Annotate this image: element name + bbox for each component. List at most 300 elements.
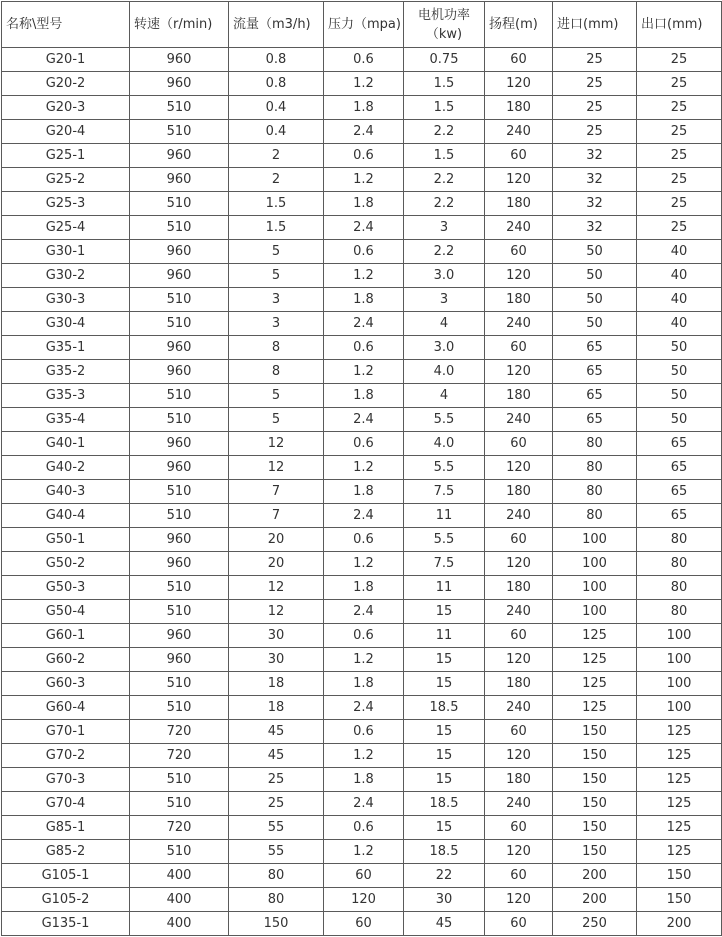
cell-motor-power: 15 bbox=[404, 672, 485, 696]
cell-head: 120 bbox=[485, 888, 553, 912]
cell-speed: 960 bbox=[130, 648, 229, 672]
cell-pressure: 1.2 bbox=[324, 168, 404, 192]
cell-flow: 2 bbox=[229, 144, 324, 168]
cell-outlet: 50 bbox=[637, 384, 722, 408]
cell-outlet: 125 bbox=[637, 840, 722, 864]
table-row bbox=[2, 768, 722, 792]
cell-outlet: 25 bbox=[637, 96, 722, 120]
cell-flow: 80 bbox=[229, 864, 324, 888]
table-row bbox=[2, 432, 722, 456]
cell-motor-power: 1.5 bbox=[404, 144, 485, 168]
cell-outlet: 80 bbox=[637, 528, 722, 552]
cell-head: 180 bbox=[485, 480, 553, 504]
cell-motor-power: 15 bbox=[404, 816, 485, 840]
cell-model: G30-4 bbox=[2, 312, 130, 336]
cell-motor-power: 2.2 bbox=[404, 120, 485, 144]
cell-speed: 960 bbox=[130, 528, 229, 552]
cell-motor-power: 3 bbox=[404, 216, 485, 240]
cell-outlet: 25 bbox=[637, 72, 722, 96]
cell-flow: 25 bbox=[229, 768, 324, 792]
cell-speed: 960 bbox=[130, 72, 229, 96]
cell-speed: 960 bbox=[130, 264, 229, 288]
cell-pressure: 1.8 bbox=[324, 192, 404, 216]
cell-speed: 720 bbox=[130, 816, 229, 840]
cell-outlet: 125 bbox=[637, 816, 722, 840]
cell-outlet: 50 bbox=[637, 336, 722, 360]
cell-inlet: 150 bbox=[553, 768, 637, 792]
cell-pressure: 1.2 bbox=[324, 840, 404, 864]
cell-model: G25-4 bbox=[2, 216, 130, 240]
cell-motor-power: 15 bbox=[404, 600, 485, 624]
table-row bbox=[2, 720, 722, 744]
cell-motor-power: 4 bbox=[404, 312, 485, 336]
cell-inlet: 80 bbox=[553, 456, 637, 480]
cell-pressure: 1.8 bbox=[324, 480, 404, 504]
cell-inlet: 125 bbox=[553, 696, 637, 720]
cell-flow: 25 bbox=[229, 792, 324, 816]
cell-inlet: 250 bbox=[553, 912, 637, 936]
cell-flow: 12 bbox=[229, 456, 324, 480]
cell-pressure: 60 bbox=[324, 864, 404, 888]
cell-model: G40-4 bbox=[2, 504, 130, 528]
cell-outlet: 100 bbox=[637, 624, 722, 648]
table-row bbox=[2, 408, 722, 432]
cell-motor-power: 4 bbox=[404, 384, 485, 408]
cell-model: G50-1 bbox=[2, 528, 130, 552]
cell-motor-power: 22 bbox=[404, 864, 485, 888]
cell-speed: 510 bbox=[130, 672, 229, 696]
cell-model: G20-3 bbox=[2, 96, 130, 120]
cell-inlet: 25 bbox=[553, 48, 637, 72]
cell-motor-power: 15 bbox=[404, 744, 485, 768]
cell-head: 240 bbox=[485, 504, 553, 528]
cell-motor-power: 11 bbox=[404, 576, 485, 600]
header-inlet: 进口(mm) bbox=[553, 2, 637, 48]
cell-pressure: 1.2 bbox=[324, 744, 404, 768]
table-row bbox=[2, 312, 722, 336]
cell-head: 120 bbox=[485, 840, 553, 864]
cell-inlet: 125 bbox=[553, 648, 637, 672]
cell-pressure: 1.2 bbox=[324, 72, 404, 96]
cell-inlet: 32 bbox=[553, 144, 637, 168]
cell-model: G20-4 bbox=[2, 120, 130, 144]
header-flow: 流量（m3/h) bbox=[229, 2, 324, 48]
cell-outlet: 125 bbox=[637, 792, 722, 816]
cell-pressure: 2.4 bbox=[324, 792, 404, 816]
cell-outlet: 150 bbox=[637, 888, 722, 912]
cell-head: 60 bbox=[485, 240, 553, 264]
cell-flow: 5 bbox=[229, 264, 324, 288]
cell-speed: 960 bbox=[130, 48, 229, 72]
cell-flow: 3 bbox=[229, 288, 324, 312]
cell-head: 180 bbox=[485, 576, 553, 600]
cell-speed: 510 bbox=[130, 792, 229, 816]
cell-motor-power: 0.75 bbox=[404, 48, 485, 72]
cell-pressure: 2.4 bbox=[324, 696, 404, 720]
cell-head: 60 bbox=[485, 864, 553, 888]
cell-pressure: 2.4 bbox=[324, 504, 404, 528]
cell-model: G135-1 bbox=[2, 912, 130, 936]
cell-outlet: 25 bbox=[637, 168, 722, 192]
cell-pressure: 1.8 bbox=[324, 576, 404, 600]
cell-speed: 960 bbox=[130, 624, 229, 648]
cell-model: G35-2 bbox=[2, 360, 130, 384]
cell-inlet: 80 bbox=[553, 504, 637, 528]
cell-flow: 55 bbox=[229, 816, 324, 840]
cell-model: G40-2 bbox=[2, 456, 130, 480]
cell-outlet: 25 bbox=[637, 192, 722, 216]
cell-model: G60-1 bbox=[2, 624, 130, 648]
cell-inlet: 25 bbox=[553, 120, 637, 144]
cell-head: 240 bbox=[485, 312, 553, 336]
cell-flow: 12 bbox=[229, 576, 324, 600]
table-row bbox=[2, 864, 722, 888]
cell-flow: 18 bbox=[229, 672, 324, 696]
cell-inlet: 200 bbox=[553, 864, 637, 888]
cell-pressure: 2.4 bbox=[324, 312, 404, 336]
header-model: 名称\型号 bbox=[2, 2, 130, 48]
cell-outlet: 40 bbox=[637, 312, 722, 336]
cell-model: G70-1 bbox=[2, 720, 130, 744]
cell-pressure: 1.8 bbox=[324, 768, 404, 792]
cell-speed: 960 bbox=[130, 336, 229, 360]
cell-head: 60 bbox=[485, 912, 553, 936]
cell-head: 120 bbox=[485, 360, 553, 384]
cell-model: G85-2 bbox=[2, 840, 130, 864]
table-row bbox=[2, 480, 722, 504]
table-row bbox=[2, 288, 722, 312]
cell-model: G30-1 bbox=[2, 240, 130, 264]
cell-head: 60 bbox=[485, 48, 553, 72]
cell-motor-power: 5.5 bbox=[404, 456, 485, 480]
cell-flow: 0.8 bbox=[229, 48, 324, 72]
cell-flow: 12 bbox=[229, 432, 324, 456]
cell-motor-power: 18.5 bbox=[404, 696, 485, 720]
table-row bbox=[2, 672, 722, 696]
cell-motor-power: 30 bbox=[404, 888, 485, 912]
cell-speed: 510 bbox=[130, 600, 229, 624]
cell-motor-power: 2.2 bbox=[404, 240, 485, 264]
cell-outlet: 25 bbox=[637, 216, 722, 240]
cell-model: G50-2 bbox=[2, 552, 130, 576]
table-row bbox=[2, 816, 722, 840]
header-outlet: 出口(mm) bbox=[637, 2, 722, 48]
cell-inlet: 25 bbox=[553, 72, 637, 96]
cell-pressure: 0.6 bbox=[324, 432, 404, 456]
cell-speed: 960 bbox=[130, 240, 229, 264]
cell-pressure: 1.8 bbox=[324, 384, 404, 408]
cell-flow: 80 bbox=[229, 888, 324, 912]
table-row bbox=[2, 552, 722, 576]
table-row bbox=[2, 192, 722, 216]
cell-inlet: 100 bbox=[553, 600, 637, 624]
cell-inlet: 50 bbox=[553, 312, 637, 336]
table-body bbox=[2, 48, 722, 936]
cell-flow: 5 bbox=[229, 384, 324, 408]
table-row bbox=[2, 624, 722, 648]
cell-motor-power: 3.0 bbox=[404, 264, 485, 288]
cell-head: 180 bbox=[485, 384, 553, 408]
table-row bbox=[2, 504, 722, 528]
cell-flow: 30 bbox=[229, 648, 324, 672]
cell-pressure: 2.4 bbox=[324, 120, 404, 144]
cell-outlet: 125 bbox=[637, 720, 722, 744]
cell-head: 120 bbox=[485, 648, 553, 672]
cell-inlet: 50 bbox=[553, 264, 637, 288]
header-speed: 转速（r/min) bbox=[130, 2, 229, 48]
cell-pressure: 1.8 bbox=[324, 96, 404, 120]
cell-inlet: 32 bbox=[553, 168, 637, 192]
cell-model: G20-1 bbox=[2, 48, 130, 72]
cell-flow: 1.5 bbox=[229, 216, 324, 240]
cell-outlet: 65 bbox=[637, 504, 722, 528]
table-row bbox=[2, 456, 722, 480]
header-pressure: 压力（mpa) bbox=[324, 2, 404, 48]
cell-speed: 720 bbox=[130, 744, 229, 768]
cell-head: 240 bbox=[485, 120, 553, 144]
cell-model: G25-1 bbox=[2, 144, 130, 168]
cell-outlet: 80 bbox=[637, 576, 722, 600]
cell-model: G40-3 bbox=[2, 480, 130, 504]
header-motor-power: 电机功率（kw) bbox=[404, 2, 485, 48]
cell-pressure: 0.6 bbox=[324, 240, 404, 264]
cell-outlet: 40 bbox=[637, 240, 722, 264]
cell-outlet: 100 bbox=[637, 672, 722, 696]
cell-head: 60 bbox=[485, 432, 553, 456]
table-row bbox=[2, 648, 722, 672]
cell-model: G70-4 bbox=[2, 792, 130, 816]
cell-pressure: 1.2 bbox=[324, 456, 404, 480]
cell-motor-power: 18.5 bbox=[404, 840, 485, 864]
cell-model: G25-2 bbox=[2, 168, 130, 192]
cell-outlet: 80 bbox=[637, 552, 722, 576]
cell-inlet: 150 bbox=[553, 720, 637, 744]
cell-motor-power: 15 bbox=[404, 720, 485, 744]
cell-speed: 510 bbox=[130, 312, 229, 336]
cell-motor-power: 7.5 bbox=[404, 552, 485, 576]
cell-inlet: 50 bbox=[553, 288, 637, 312]
cell-speed: 510 bbox=[130, 120, 229, 144]
cell-speed: 960 bbox=[130, 360, 229, 384]
cell-inlet: 80 bbox=[553, 432, 637, 456]
cell-flow: 0.4 bbox=[229, 96, 324, 120]
cell-motor-power: 5.5 bbox=[404, 408, 485, 432]
cell-pressure: 2.4 bbox=[324, 408, 404, 432]
cell-flow: 30 bbox=[229, 624, 324, 648]
cell-speed: 960 bbox=[130, 552, 229, 576]
table-row bbox=[2, 72, 722, 96]
cell-outlet: 65 bbox=[637, 432, 722, 456]
cell-head: 60 bbox=[485, 720, 553, 744]
cell-head: 60 bbox=[485, 624, 553, 648]
cell-flow: 55 bbox=[229, 840, 324, 864]
cell-speed: 960 bbox=[130, 144, 229, 168]
table-row bbox=[2, 888, 722, 912]
cell-head: 180 bbox=[485, 192, 553, 216]
cell-motor-power: 5.5 bbox=[404, 528, 485, 552]
cell-pressure: 1.2 bbox=[324, 552, 404, 576]
cell-inlet: 32 bbox=[553, 192, 637, 216]
cell-model: G25-3 bbox=[2, 192, 130, 216]
cell-motor-power: 15 bbox=[404, 648, 485, 672]
cell-outlet: 25 bbox=[637, 144, 722, 168]
cell-speed: 510 bbox=[130, 288, 229, 312]
table-row bbox=[2, 384, 722, 408]
cell-head: 120 bbox=[485, 72, 553, 96]
cell-outlet: 25 bbox=[637, 48, 722, 72]
cell-model: G60-4 bbox=[2, 696, 130, 720]
cell-motor-power: 1.5 bbox=[404, 96, 485, 120]
cell-speed: 510 bbox=[130, 96, 229, 120]
cell-outlet: 40 bbox=[637, 264, 722, 288]
cell-inlet: 65 bbox=[553, 360, 637, 384]
cell-speed: 510 bbox=[130, 768, 229, 792]
table-row bbox=[2, 744, 722, 768]
cell-inlet: 150 bbox=[553, 792, 637, 816]
cell-motor-power: 11 bbox=[404, 624, 485, 648]
cell-pressure: 60 bbox=[324, 912, 404, 936]
cell-head: 180 bbox=[485, 672, 553, 696]
cell-model: G30-2 bbox=[2, 264, 130, 288]
cell-outlet: 50 bbox=[637, 360, 722, 384]
cell-pressure: 0.6 bbox=[324, 336, 404, 360]
cell-flow: 20 bbox=[229, 528, 324, 552]
cell-flow: 1.5 bbox=[229, 192, 324, 216]
cell-inlet: 150 bbox=[553, 840, 637, 864]
cell-model: G35-3 bbox=[2, 384, 130, 408]
table-row bbox=[2, 696, 722, 720]
cell-model: G60-2 bbox=[2, 648, 130, 672]
cell-inlet: 25 bbox=[553, 96, 637, 120]
pump-spec-table bbox=[1, 1, 722, 936]
cell-inlet: 200 bbox=[553, 888, 637, 912]
cell-pressure: 1.8 bbox=[324, 672, 404, 696]
cell-model: G35-1 bbox=[2, 336, 130, 360]
cell-head: 240 bbox=[485, 792, 553, 816]
cell-flow: 8 bbox=[229, 336, 324, 360]
cell-inlet: 65 bbox=[553, 384, 637, 408]
cell-speed: 400 bbox=[130, 912, 229, 936]
cell-flow: 0.8 bbox=[229, 72, 324, 96]
cell-pressure: 0.6 bbox=[324, 720, 404, 744]
header-head: 扬程(m) bbox=[485, 2, 553, 48]
cell-inlet: 125 bbox=[553, 624, 637, 648]
cell-pressure: 0.6 bbox=[324, 816, 404, 840]
cell-pressure: 1.2 bbox=[324, 360, 404, 384]
cell-pressure: 2.4 bbox=[324, 216, 404, 240]
cell-motor-power: 3.0 bbox=[404, 336, 485, 360]
cell-flow: 12 bbox=[229, 600, 324, 624]
cell-flow: 45 bbox=[229, 720, 324, 744]
cell-head: 60 bbox=[485, 528, 553, 552]
cell-speed: 510 bbox=[130, 504, 229, 528]
table-row bbox=[2, 600, 722, 624]
cell-speed: 960 bbox=[130, 168, 229, 192]
cell-speed: 510 bbox=[130, 696, 229, 720]
cell-model: G35-4 bbox=[2, 408, 130, 432]
cell-flow: 3 bbox=[229, 312, 324, 336]
cell-head: 120 bbox=[485, 264, 553, 288]
cell-head: 240 bbox=[485, 216, 553, 240]
cell-model: G30-3 bbox=[2, 288, 130, 312]
table-row bbox=[2, 240, 722, 264]
cell-flow: 5 bbox=[229, 408, 324, 432]
cell-inlet: 150 bbox=[553, 744, 637, 768]
table-row bbox=[2, 360, 722, 384]
cell-motor-power: 7.5 bbox=[404, 480, 485, 504]
cell-head: 120 bbox=[485, 552, 553, 576]
table-row bbox=[2, 120, 722, 144]
cell-pressure: 0.6 bbox=[324, 144, 404, 168]
cell-flow: 2 bbox=[229, 168, 324, 192]
cell-outlet: 50 bbox=[637, 408, 722, 432]
cell-outlet: 40 bbox=[637, 288, 722, 312]
cell-model: G50-3 bbox=[2, 576, 130, 600]
cell-model: G85-1 bbox=[2, 816, 130, 840]
cell-outlet: 200 bbox=[637, 912, 722, 936]
table-row bbox=[2, 48, 722, 72]
cell-outlet: 25 bbox=[637, 120, 722, 144]
cell-outlet: 65 bbox=[637, 480, 722, 504]
cell-head: 180 bbox=[485, 96, 553, 120]
cell-speed: 510 bbox=[130, 840, 229, 864]
cell-flow: 18 bbox=[229, 696, 324, 720]
cell-motor-power: 4.0 bbox=[404, 360, 485, 384]
cell-motor-power: 2.2 bbox=[404, 168, 485, 192]
cell-speed: 510 bbox=[130, 384, 229, 408]
cell-speed: 510 bbox=[130, 408, 229, 432]
cell-model: G50-4 bbox=[2, 600, 130, 624]
cell-speed: 960 bbox=[130, 432, 229, 456]
cell-flow: 5 bbox=[229, 240, 324, 264]
cell-head: 60 bbox=[485, 816, 553, 840]
table-row bbox=[2, 264, 722, 288]
cell-pressure: 2.4 bbox=[324, 600, 404, 624]
cell-head: 240 bbox=[485, 600, 553, 624]
cell-pressure: 1.2 bbox=[324, 264, 404, 288]
cell-speed: 720 bbox=[130, 720, 229, 744]
cell-model: G105-2 bbox=[2, 888, 130, 912]
table-row bbox=[2, 216, 722, 240]
cell-pressure: 120 bbox=[324, 888, 404, 912]
cell-speed: 510 bbox=[130, 576, 229, 600]
cell-head: 240 bbox=[485, 696, 553, 720]
cell-speed: 510 bbox=[130, 216, 229, 240]
cell-inlet: 65 bbox=[553, 408, 637, 432]
table-row bbox=[2, 576, 722, 600]
cell-head: 120 bbox=[485, 168, 553, 192]
cell-outlet: 65 bbox=[637, 456, 722, 480]
cell-pressure: 1.8 bbox=[324, 288, 404, 312]
cell-outlet: 100 bbox=[637, 648, 722, 672]
cell-model: G70-3 bbox=[2, 768, 130, 792]
cell-head: 60 bbox=[485, 144, 553, 168]
table-row bbox=[2, 96, 722, 120]
table-row bbox=[2, 168, 722, 192]
cell-flow: 7 bbox=[229, 480, 324, 504]
cell-inlet: 80 bbox=[553, 480, 637, 504]
cell-outlet: 100 bbox=[637, 696, 722, 720]
cell-model: G60-3 bbox=[2, 672, 130, 696]
cell-flow: 0.4 bbox=[229, 120, 324, 144]
header-row bbox=[2, 2, 722, 48]
cell-speed: 400 bbox=[130, 864, 229, 888]
cell-head: 120 bbox=[485, 456, 553, 480]
cell-flow: 7 bbox=[229, 504, 324, 528]
cell-inlet: 150 bbox=[553, 816, 637, 840]
cell-inlet: 125 bbox=[553, 672, 637, 696]
cell-motor-power: 11 bbox=[404, 504, 485, 528]
